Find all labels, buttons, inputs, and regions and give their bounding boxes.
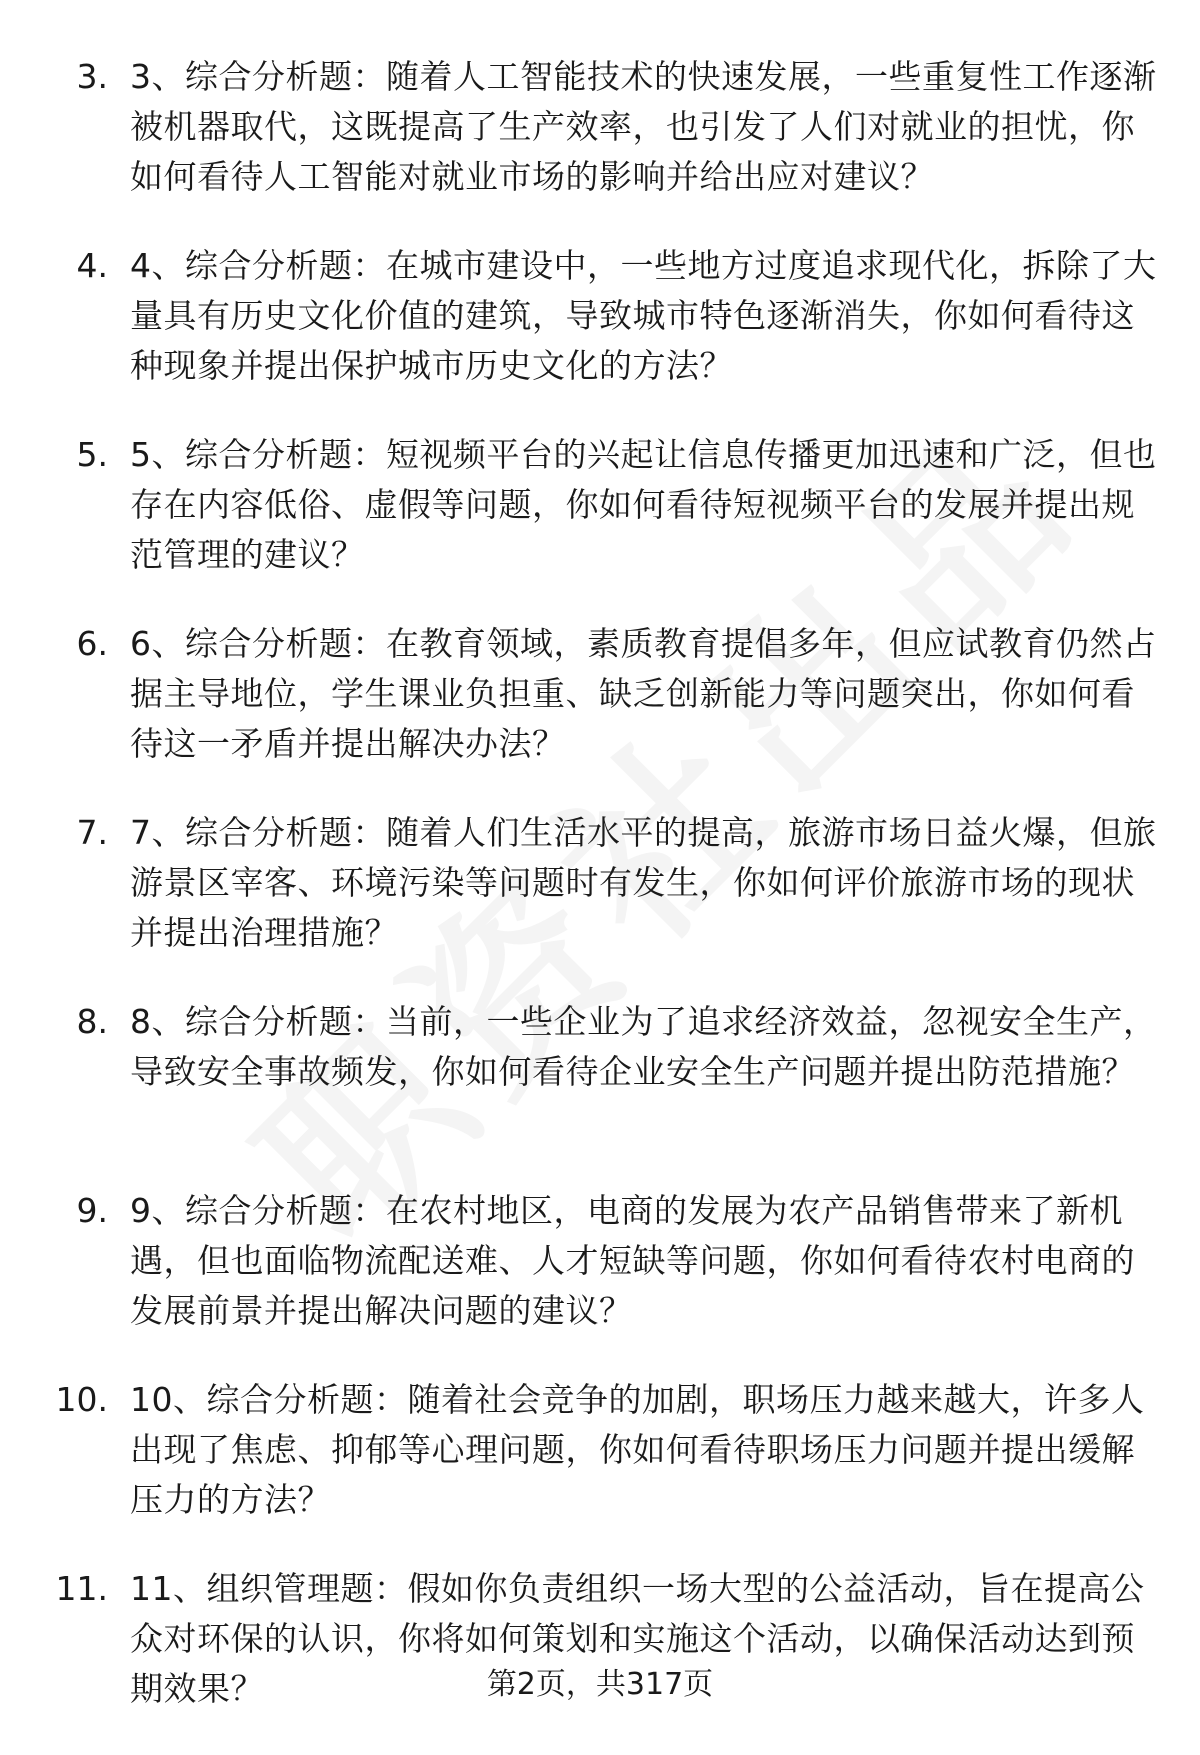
list-item	[0, 997, 1200, 1147]
list-item	[0, 1186, 1200, 1336]
item-number: 4.	[76, 246, 108, 285]
list-item	[0, 430, 1200, 580]
list-item	[0, 808, 1200, 958]
item-number: 8.	[76, 1002, 108, 1041]
item-number: 11.	[55, 1569, 108, 1608]
item-text: 10、综合分析题：随着社会竞争的加剧，职场压力越来越大，许多人出现了焦虑、抑郁等心理问题，你如何看待职场压力问题并提出缓解压力的方法？	[130, 1380, 1145, 1519]
list-item	[0, 241, 1200, 391]
list-item	[0, 1375, 1200, 1525]
list-item	[0, 619, 1200, 769]
item-text: 9、综合分析题：在农村地区，电商的发展为农产品销售带来了新机遇，但也面临物流配送难、人才短缺等问题，你如何看待农村电商的发展前景并提出解决问题的建议？	[130, 1191, 1135, 1330]
item-text: 8、综合分析题：当前，一些企业为了追求经济效益，忽视安全生产，导致安全事故频发，你如何看待企业安全生产问题并提出防范措施？	[130, 1002, 1157, 1091]
item-text: 7、综合分析题：随着人们生活水平的提高，旅游市场日益火爆，但旅游景区宰客、环境污染等问题时有发生，你如何评价旅游市场的现状并提出治理措施？	[130, 813, 1157, 952]
item-number: 6.	[76, 624, 108, 663]
item-text: 6、综合分析题：在教育领域，素质教育提倡多年，但应试教育仍然占据主导地位，学生课业负担重、缺乏创新能力等问题突出，你如何看待这一矛盾并提出解决办法？	[130, 624, 1157, 763]
item-number: 5.	[76, 435, 108, 474]
item-number: 7.	[76, 813, 108, 852]
page-number-footer: 第2页，共317页	[486, 1667, 714, 1702]
item-text: 3、综合分析题：随着人工智能技术的快速发展，一些重复性工作逐渐被机器取代，这既提高了生产效率，也引发了人们对就业的担忧，你如何看待人工智能对就业市场的影响并给出应对建议？	[130, 57, 1157, 196]
item-text: 11、组织管理题：假如你负责组织一场大型的公益活动，旨在提高公众对环保的认识，你将如何策划和实施这个活动，以确保活动达到预期效果？	[130, 1569, 1145, 1708]
item-number: 10.	[55, 1380, 108, 1419]
item-text: 5、综合分析题：短视频平台的兴起让信息传播更加迅速和广泛，但也存在内容低俗、虚假等问题，你如何看待短视频平台的发展并提出规范管理的建议？	[130, 435, 1157, 574]
question-list	[0, 52, 1200, 1753]
item-number: 9.	[76, 1191, 108, 1230]
item-text: 4、综合分析题：在城市建设中，一些地方过度追求现代化，拆除了大量具有历史文化价值的建筑，导致城市特色逐渐消失，你如何看待这种现象并提出保护城市历史文化的方法？	[130, 246, 1157, 385]
item-number: 3.	[76, 57, 108, 96]
list-item	[0, 52, 1200, 202]
